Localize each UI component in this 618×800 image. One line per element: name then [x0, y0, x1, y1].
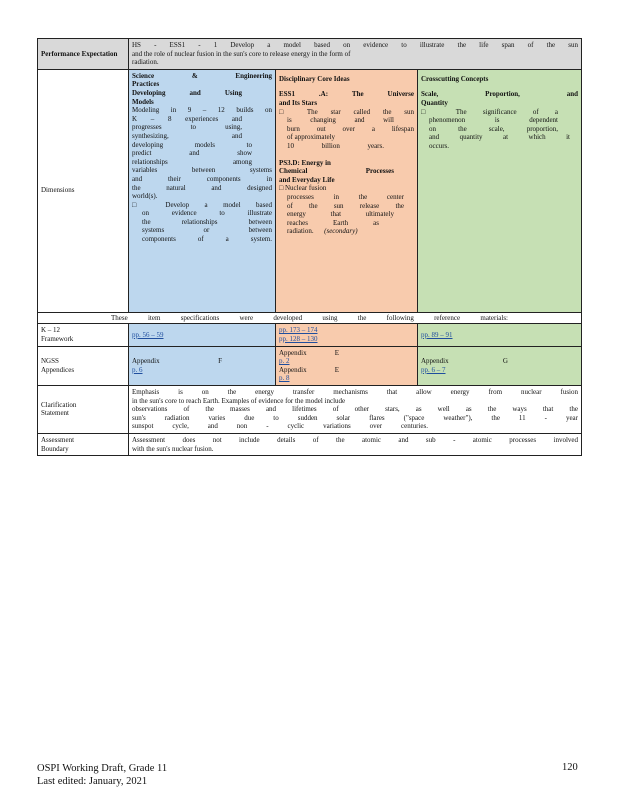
performance-expectation-text: HS - ESS1 - 1 Develop a model based on evidence to illustrate the life span of the sun and the role of nuclear fusion in the sun's core to release energy in the form of radiation.	[129, 39, 582, 70]
k12-ccc-pages	[418, 324, 582, 346]
k12-sep-link[interactable]: pp. 56 – 59	[132, 330, 164, 339]
ngss-sep-ref: Appendix F p. 6	[129, 346, 276, 385]
assessment-boundary-text: Assessment does not include details of the atomic and sub - atomic processes involved with the sun's nuclear fusion.	[129, 433, 582, 455]
ngss-sep-link[interactable]: p. 6	[132, 365, 143, 374]
reference-note-row	[38, 312, 582, 324]
clarification-row	[38, 385, 582, 433]
performance-expectation-label: Performance Expectation	[38, 39, 129, 70]
performance-expectation-row	[38, 39, 582, 70]
k12-framework-label: K – 12 Framework	[38, 324, 129, 346]
k12-dci-pages	[276, 324, 418, 346]
k12-dci-link-1[interactable]: pp. 173 – 174	[279, 326, 318, 335]
ngss-ccc-link[interactable]: pp. 6 – 7	[421, 365, 446, 374]
footer-title: OSPI Working Draft, Grade 11	[37, 763, 168, 774]
k12-sep-pages	[129, 324, 276, 346]
dimensions-row	[38, 69, 582, 312]
assessment-boundary-row	[38, 433, 582, 455]
sep-cell: Science & Engineering Practices Developing and Using Models Modeling in 9 – 12 builds on K – 8 experiences and progresses to using, synthesizing, and developing models to predict and show relationships among variables between systems and their components in the natural and designed world(s). □ Develop a model based on evidence to illustrate the relationships between systems or between components of a system.	[129, 69, 276, 312]
ngss-ccc-ref: Appendix G pp. 6 – 7	[418, 346, 582, 385]
dci-cell: Disciplinary Core Ideas ESS1 .A: The Universe and Its Stars □ The star called the sun is changing and will burn out over a lifespan of approximately 10 billion years. PS3.D: Energy in Chemical Processes and Everyday Life □ Nuclear fusion processes in the center of the sun release the energy that ultimately reaches Earth as radiation. (secondary)	[276, 69, 418, 312]
secondary-note: (secondary)	[324, 227, 358, 236]
assessment-boundary-label: Assessment Boundary	[38, 433, 129, 455]
ngss-appendices-row	[38, 346, 582, 385]
dimensions-label: Dimensions	[38, 69, 129, 312]
k12-framework-row	[38, 324, 582, 346]
clarification-text: Emphasis is on the energy transfer mechanisms that allow energy from nuclear fusion in the sun's core to reach Earth. Examples of evidence for the model include observations of the masses and lifetimes of other stars, as well as the ways that the sun's radiation varies due to sudden solar flares ("space weather"), the 11 - year sunspot cycle, and non - cyclic variations over centuries.	[129, 385, 582, 433]
reference-note: These item specifications were developed using the following reference materials:	[38, 312, 582, 324]
ngss-dci-link-2[interactable]: p. 8	[279, 374, 290, 383]
k12-dci-link-2[interactable]: pp. 128 – 130	[279, 334, 318, 343]
ngss-dci-link-1[interactable]: p. 2	[279, 357, 290, 366]
item-specification-table	[37, 38, 582, 456]
ngss-dci-ref: Appendix E p. 2 Appendix E p. 8	[276, 346, 418, 385]
k12-ccc-link[interactable]: pp. 89 – 91	[421, 330, 453, 339]
page-number: 120	[562, 762, 578, 773]
ngss-appendices-label: NGSS Appendices	[38, 346, 129, 385]
footer-left	[37, 762, 167, 788]
footer-edited: Last edited: January, 2021	[37, 776, 148, 787]
ccc-cell: Crosscutting Concepts Scale, Proportion, and Quantity □ The significance of a phenomenon is dependent on the scale, proportion, and quantity at which it occurs.	[418, 69, 582, 312]
clarification-label: Clarification Statement	[38, 385, 129, 433]
